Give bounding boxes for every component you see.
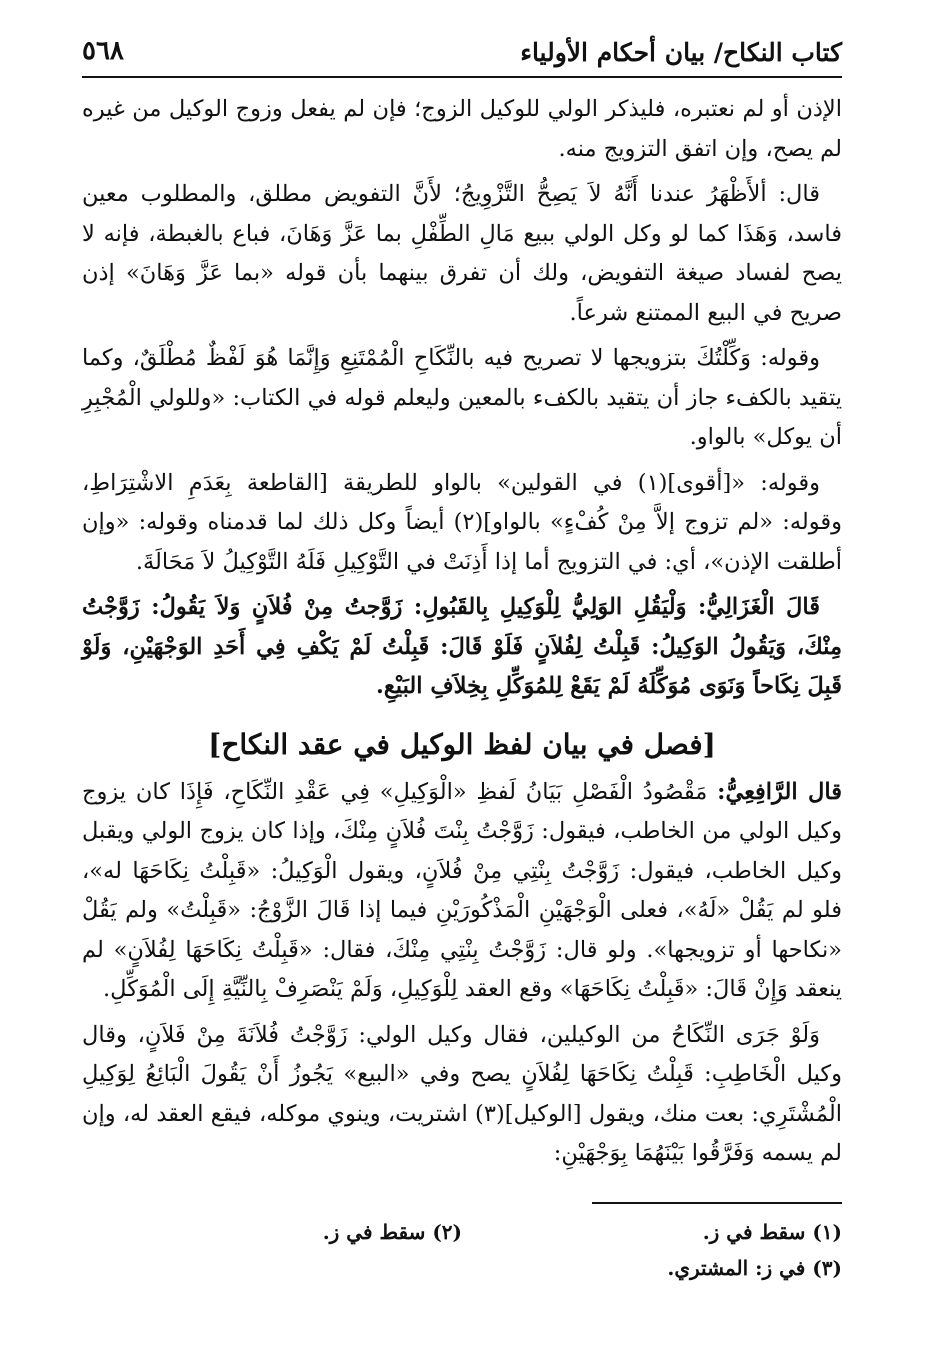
page-number: ٥٦٨	[82, 36, 124, 66]
paragraph-1: الإذن أو لم نعتبره، فليذكر الولي للوكيل الزوج؛ فإن لم يفعل وزوج الوكيل من غيره لم يصح، وإن اتفق التزويج منه.	[82, 96, 842, 162]
footnote-row	[82, 1250, 842, 1286]
ghazali-paragraph: قَالَ الْغَزَالِيُّ: وَلْيَقُلِ الوَلِيُّ لِلْوَكِيلِ بِالقَبُولِ: زَوَّجتُ مِنْ فُلاَنٍ وَلاَ يَقُولُ: زَوَّجْتُ مِنْكَ، وَيَقُولُ الوَكِيلُ: قَبِلْتُ لِفُلاَنٍ فَلَوْ قَالَ: قَبِلْتُ لَمْ يَكْفِ فِي أَحَدِ الوَجْهَيْنِ، وَلَوْ قَبِلَ نِكَاحاً وَنَوَى مُوَكِّلَهُ لَمْ يَقَعْ لِلمُوَكِّلِ بِخِلاَفِ البَيْعِ.	[82, 594, 842, 699]
page-header	[82, 30, 842, 78]
footnotes	[82, 1214, 842, 1286]
footnote-row	[82, 1214, 842, 1250]
footnote-separator	[592, 1202, 842, 1204]
footnote-2: (٢) سقط في ز.	[322, 1219, 462, 1244]
body-text	[82, 90, 842, 1174]
paragraph-4: وقوله: «[أقوى](١) في القولين» بالواو للطريقة [القاطعة بِعَدَمِ الاشْتِرَاطِ، وقوله: «لم تزوج إلاَّ مِنْ كُفْءٍ» بالواو](٢) أيضاً وكل ذلك لما قدمناه وقوله: «وإن أطلقت الإذن»، أي: في التزويج أما إذا أَذِنَتْ في التَّوْكِيلِ فَلَهُ التَّوْكِيلُ لاَ مَحَالَةَ.	[82, 469, 842, 575]
paragraph-last: وَلَوْ جَرَى النِّكَاحُ من الوكيلين، فقال وكيل الولي: زَوَّجْتُ فُلاَنَةَ مِنْ فَلاَنٍ، وقال وكيل الْخَاطِبِ: قَبِلْتُ نِكَاحَهَا لِفُلاَنٍ يصح وفي «البيع» يَجُوزُ أَنْ يَقُولَ الْبَائِعُ لِوَكِيلِ الْمُشْتَرِي: بعت منك، ويقول [الوكيل](٣) اشتريت، وينوي موكله، فيقع العقد له، وإن لم يسمه وَفَرَّقُوا بَيْنَهُمَا بِوَجْهَيْنِ:	[82, 1021, 842, 1166]
rafii-paragraph	[82, 773, 842, 1010]
footnote-3: (٣) في ز: المشتري.	[667, 1255, 842, 1280]
rafii-lead: قال الرَّافِعِيُّ:	[717, 778, 842, 805]
rafii-text: مَقْصُودُ الْفَصْلِ بَيَانُ لَفظِ «الْوَكِيلِ» فِي عَقْدِ النِّكَاحِ، فَإِذَا كان يزوج وكيل الولي من الخاطب، فيقول: زَوَّجْتُ بِنْتَ فُلاَنٍ مِنْكَ، وإذا كان يزوج الولي ويقبل وكيل الخاطب، فيقول: زَوَّجْتُ بِنْتِي مِنْ فُلاَنٍ، ويقول الْوَكِيلُ: «قَبِلْتُ نِكَاحَهَا له»، فلو لم يَقُلْ «لَهُ»، فعلى الْوَجْهَيْنِ الْمَذْكُورَيْنِ فيما إذا قَالَ الزَّوْجُ: «قَبِلْتُ» ولم يَقُلْ «نكاحها أو تزويجها». ولو قال: زَوَّجْتُ بِنْتِي مِنْكَ، فقال: «قَبِلْتُ نِكَاحَهَا لِفُلاَنٍ» لم ينعقد وَإِنْ قَالَ: «قَبِلْتُ نِكَاحَهَا» وقع العقد لِلْوَكِيلِ، وَلَمْ يَنْصَرِفْ بِالنِّيَّةِ إِلَى الْمُوَكِّلِ.	[82, 778, 842, 1002]
running-title: كتاب النكاح/ بيان أحكام الأولياء	[520, 38, 842, 67]
book-page	[82, 30, 842, 1330]
paragraph-3: وقوله: وَكِّلْتُكَ بتزويجها لا تصريح فيه بالنِّكَاحِ الْمُمْتَنِعِ وَإِنَّمَا هُوَ لَفْظٌ مُطْلَقٌ، وكما يتقيد بالكفء جاز أن يتقيد بالكفء بالمعين وليعلم قوله في الكتاب: «وللولي الْمُجْبِرِ أن يوكل» بالواو.	[82, 345, 842, 450]
section-title: [فصل في بيان لفظ الوكيل في عقد النكاح]	[208, 727, 716, 761]
paragraph-2: قال: ألأَظْهَرُ عندنا أَنَّهُ لاَ يَصِحُّ التَّزْوِيجُ؛ لأَنَّ التفويض مطلق، والمطلوب معين فاسد، وَهَذَا كما لو وكل الولي ببيع مَالِ الطِّفْلِ بما عَزَّ وَهَانَ، فباع بالغبطة، فإنه لا يصح لفساد صيغة التفويض، ولك أن تفرق بينهما بأن قوله «بما عَزَّ وَهَانَ» إذن صريح في البيع الممتنع شرعاً.	[82, 181, 842, 326]
footnote-1: (١) سقط في ز.	[702, 1219, 842, 1244]
